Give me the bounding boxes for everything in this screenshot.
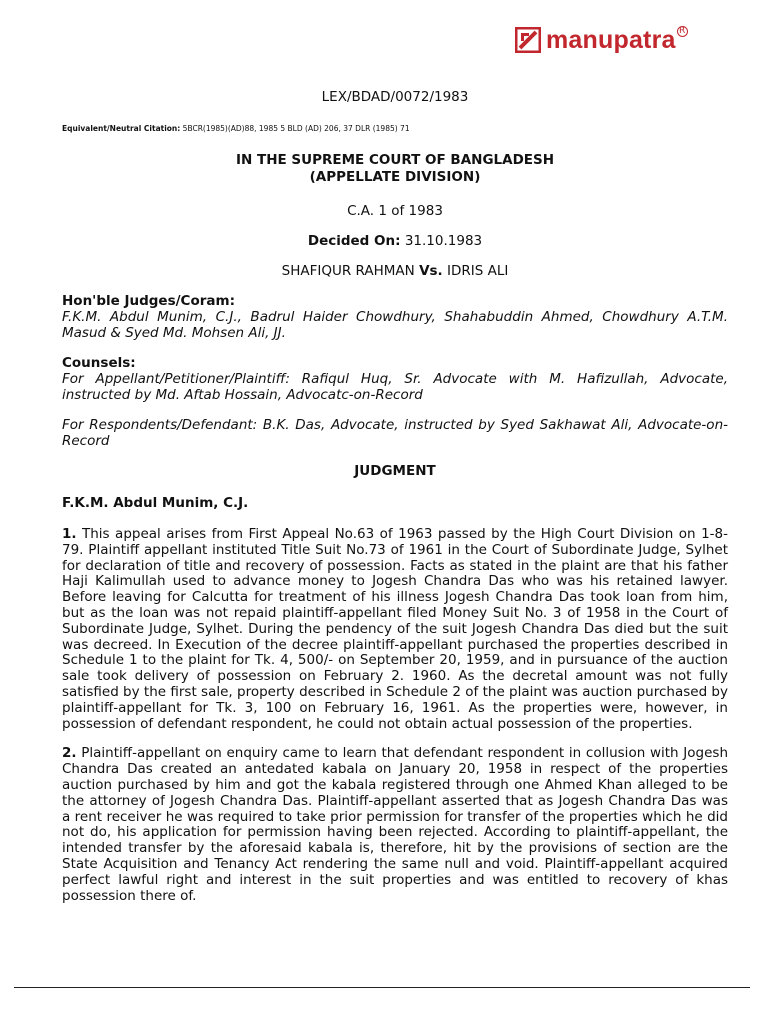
parties (62, 263, 728, 279)
case-number: C.A. 1 of 1983 (347, 203, 443, 219)
party-respondent: IDRIS ALI (446, 263, 509, 279)
judgment-author: F.K.M. Abdul Munim, C.J. (62, 495, 249, 511)
counsel-appellant: For Appellant/Petitioner/Plaintiff: Rafiqul Huq, Sr. Advocate with M. Hafizullah, Advocate, instructed by Md. Aftab Hossain, Advocatc-on-Record (62, 371, 728, 403)
paragraph-2-number: 2. (62, 745, 77, 762)
judges-heading: Hon'ble Judges/Coram: (62, 293, 235, 309)
versus-label: Vs. (419, 263, 443, 279)
registered-mark: R (677, 26, 688, 37)
paragraph-2-text: Plaintiff-appellant on enquiry came to learn that defendant respondent in collusion with Jogesh Chandra Das created an antedated kabala on January 20, 1958 in respect of the properties auction purchased by him and got the kabala registered through one Ahmed Khan alleged to be the attorney of Jogesh Chandra Das. Plaintiff-appellant asserted that as Jogesh Chandra Das was a rent receiver he was required to take prior permission for transfer of the properties which he did not do, his application for permission having been rejected. According to plaintiff-appellant, the intended transfer by the aforesaid kabala is, therefore, hit by the provisions of section are the State Acquisition and Tenancy Act rendering the same null and void. Plaintiff-appellant acquired perfect lawful right and interest in the suit properties and was entitled to recovery of khas possession there of. (62, 745, 729, 904)
document-body (62, 84, 728, 904)
manupatra-logo-icon (515, 27, 541, 53)
party-appellant: SHAFIQUR RAHMAN (281, 263, 415, 279)
paragraph-1-text: This appeal arises from First Appeal No.63 of 1963 passed by the High Court Division on 1-8-79. Plaintiff appellant instituted Title Suit No.73 of 1961 in the Court of Subordinate Judge, Sylhet for declaration of title and recovery of possession. Facts as stated in the plaint are that his father Haji Kalimullah used to advance money to Jogesh Chandra Das who was his retained lawyer. Before leaving for Calcutta for treatment of his illness Jogesh Chandra Das took loan from him, but as the loan was not repaid plaintiff-appellant filed Money Suit No. 3 of 1958 in the Court of Subordinate Judge, Sylhet. During the pendency of the suit Jogesh Chandra Das died but the suit was decreed. In Execution of the decree plaintiff-appellant purchased the properties described in Schedule 1 to the plaint for Tk. 4, 500/- on September 20, 1959, and in pursuance of the auction sale took delivery of possession on February 2. 1960. As the decretal amount was not fully satisfied by the first sale, property described in Schedule 2 of the plaint was auction purchased by plaintiff-appellant for Tk. 3, 100 on February 16, 1961. As the properties were, however, in possession of defendant respondent, he could not obtain actual possession of the properties. (62, 526, 728, 732)
paragraph-2 (62, 746, 728, 904)
neutral-citation (62, 124, 728, 133)
counsels-heading: Counsels: (62, 355, 136, 371)
judgment-heading: JUDGMENT (354, 463, 436, 479)
court-line-1: IN THE SUPREME COURT OF BANGLADESH (235, 152, 555, 168)
judges-list: F.K.M. Abdul Munim, C.J., Badrul Haider Chowdhury, Shahabuddin Ahmed, Chowdhury A.T.M. Masud & Syed Md. Mohsen Ali, JJ. (62, 309, 728, 341)
manupatra-logo (515, 22, 710, 58)
paragraph-1-number: 1. (62, 526, 77, 542)
counsel-respondent: For Respondents/Defendant: B.K. Das, Advocate, instructed by Syed Sakhawat Ali, Advocate-on-Record (62, 417, 728, 449)
decided-label: Decided On: (307, 233, 401, 249)
citation-value: 5BCR(1985)(AD)88, 1985 5 BLD (AD) 206, 37 DLR (1985) 71 (182, 124, 410, 133)
logo-text: manupatra (546, 25, 676, 54)
citation-label: Equivalent/Neutral Citation: (62, 124, 181, 133)
footer-divider (14, 987, 750, 988)
lex-id: LEX/BDAD/0072/1983 (321, 89, 469, 105)
decided-on (62, 233, 728, 249)
court-title (62, 152, 728, 186)
paragraph-1 (62, 527, 728, 732)
decided-date: 31.10.1983 (404, 233, 483, 249)
court-line-2: (APPELLATE DIVISION) (309, 169, 481, 185)
